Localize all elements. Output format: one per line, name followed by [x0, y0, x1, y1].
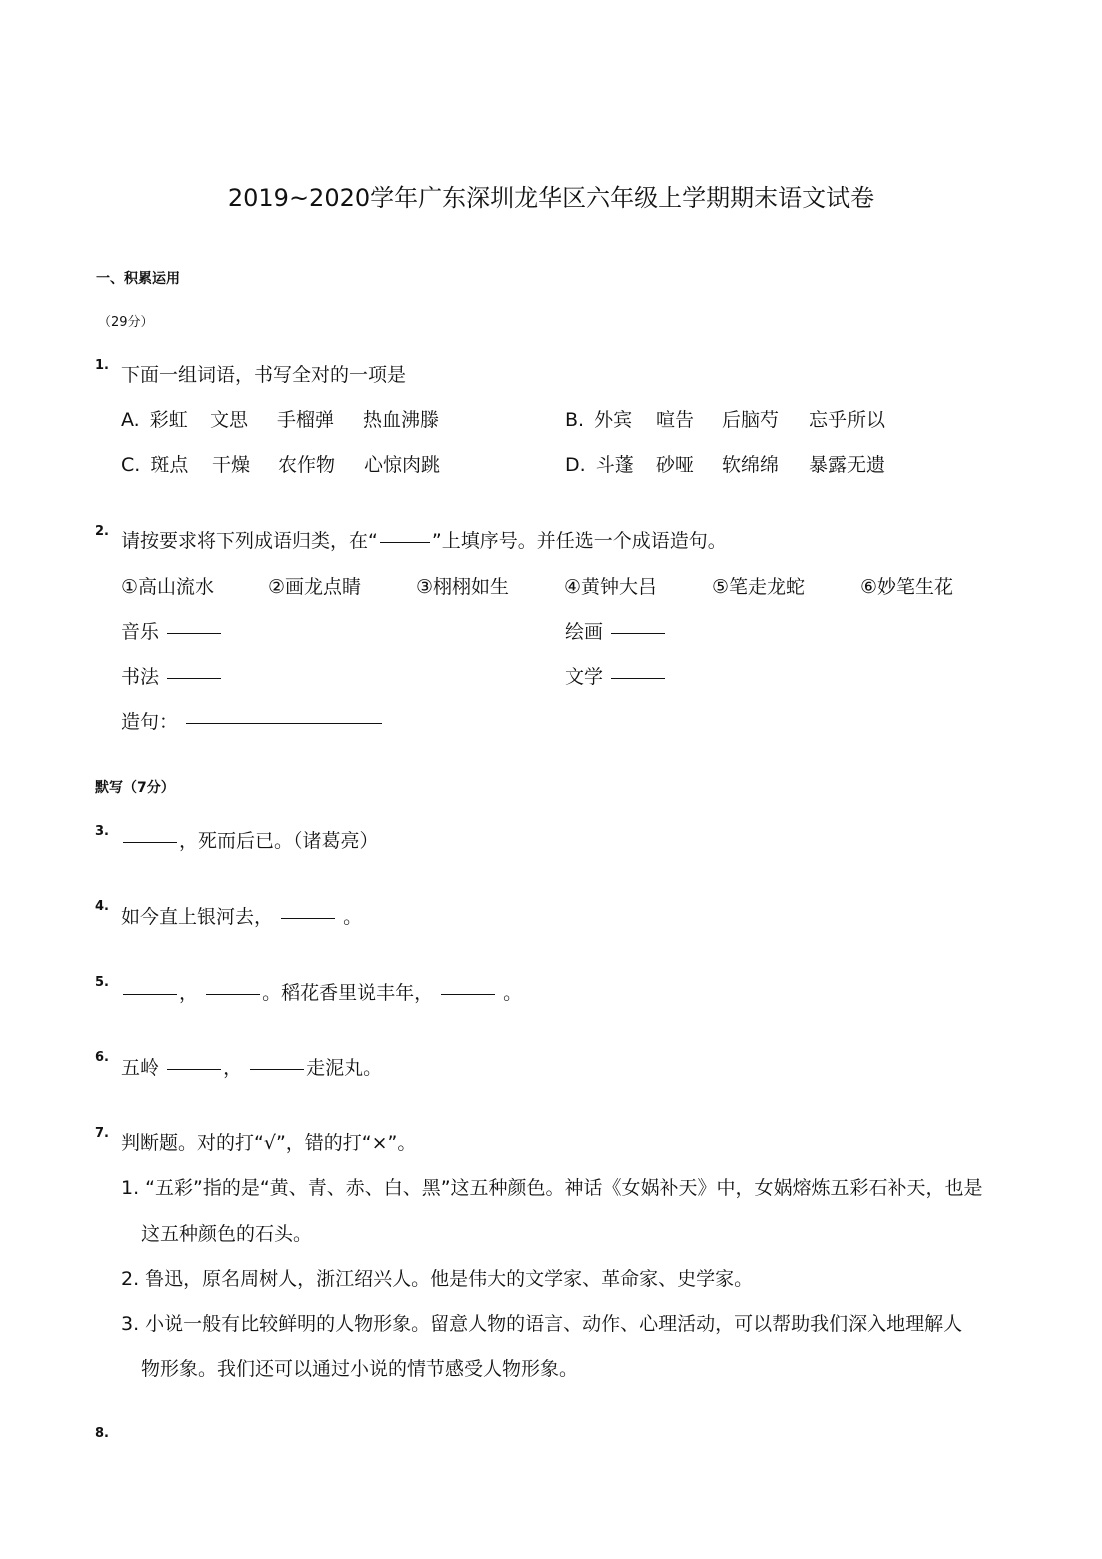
blank-music[interactable] — [167, 632, 221, 634]
idiom-1: ①高山流水 — [121, 576, 215, 598]
question-number: 6. — [95, 1050, 109, 1065]
option-b[interactable]: B. 外宾 喧告 后脑芍 忘乎所以 — [565, 409, 886, 431]
question-number: 7. — [95, 1126, 109, 1141]
sentence-line: 造句： — [121, 707, 384, 734]
question-number: 2. — [95, 524, 109, 539]
page-title: 2019~2020学年广东深圳龙华区六年级上学期期末语文试卷 — [227, 184, 875, 212]
blank-q5-2[interactable] — [206, 993, 260, 995]
idiom-5: ⑤笔走龙蛇 — [712, 576, 806, 598]
judgement-item-2: 2. 鲁迅，原名周树人，浙江绍兴人。他是伟大的文学家、革命家、史学家。 — [121, 1268, 754, 1290]
judgement-item-1: 1. “五彩”指的是“黄、青、赤、白、黑”这五种颜色。神话《女娲补天》中，女娲熔炼五彩石补天，也是 — [121, 1177, 983, 1199]
idiom-6: ⑥妙笔生花 — [860, 576, 954, 598]
question-number: 3. — [95, 824, 109, 839]
question-number: 8. — [95, 1426, 109, 1441]
blank-literature[interactable] — [611, 677, 665, 679]
idiom-2: ②画龙点睛 — [268, 576, 362, 598]
section-heading-dictation: 默写（7分） — [95, 780, 175, 796]
question-number: 5. — [95, 975, 109, 990]
question-2-stem: 请按要求将下列成语归类，在“ ”上填序号。并任选一个成语造句。 — [121, 530, 727, 552]
option-a[interactable]: A. 彩虹 文思 手榴弹 热血沸滕 — [121, 409, 440, 431]
question-3: ，死而后已。（诸葛亮） — [121, 826, 379, 853]
idiom-3: ③栩栩如生 — [416, 576, 510, 598]
blank-sentence[interactable] — [186, 722, 382, 724]
blank-calligraphy[interactable] — [167, 677, 221, 679]
category-literature: 文学 — [565, 662, 667, 689]
option-d[interactable]: D. 斗蓬 砂哑 软绵绵 暴露无遗 — [565, 454, 886, 476]
option-c[interactable]: C. 斑点 干燥 农作物 心惊肉跳 — [121, 454, 441, 476]
question-number: 1. — [95, 358, 109, 373]
question-7-stem: 判断题。对的打“√”，错的打“×”。 — [121, 1132, 417, 1154]
blank-q6-1[interactable] — [167, 1068, 221, 1070]
blank-q5-3[interactable] — [441, 993, 495, 995]
question-1-stem: 下面一组词语，书写全对的一项是 — [121, 364, 407, 386]
blank-q5-1[interactable] — [123, 993, 177, 995]
question-number: 4. — [95, 899, 109, 914]
judgement-item-1-cont: 这五种颜色的石头。 — [141, 1223, 313, 1245]
question-4: 如今直上银河去， 。 — [121, 906, 363, 928]
blank-q6-2[interactable] — [250, 1068, 304, 1070]
category-music: 音乐 — [121, 617, 223, 644]
section-score: （29分） — [98, 315, 154, 330]
category-calligraphy: 书法 — [121, 662, 223, 689]
blank-q4[interactable] — [281, 917, 335, 919]
question-5: ， 。稻花香里说丰年， 。 — [121, 978, 522, 1005]
question-6: 五岭 ， 走泥丸。 — [121, 1057, 383, 1079]
judgement-item-3-cont: 物形象。我们还可以通过小说的情节感受人物形象。 — [141, 1358, 579, 1380]
category-painting: 绘画 — [565, 617, 667, 644]
blank-painting[interactable] — [611, 632, 665, 634]
section-heading-accumulation: 一、积累运用 — [96, 271, 180, 287]
blank-q3[interactable] — [123, 841, 177, 843]
idiom-4: ④黄钟大吕 — [564, 576, 658, 598]
judgement-item-3: 3. 小说一般有比较鲜明的人物形象。留意人物的语言、动作、心理活动，可以帮助我们深入地理解人 — [121, 1313, 963, 1335]
